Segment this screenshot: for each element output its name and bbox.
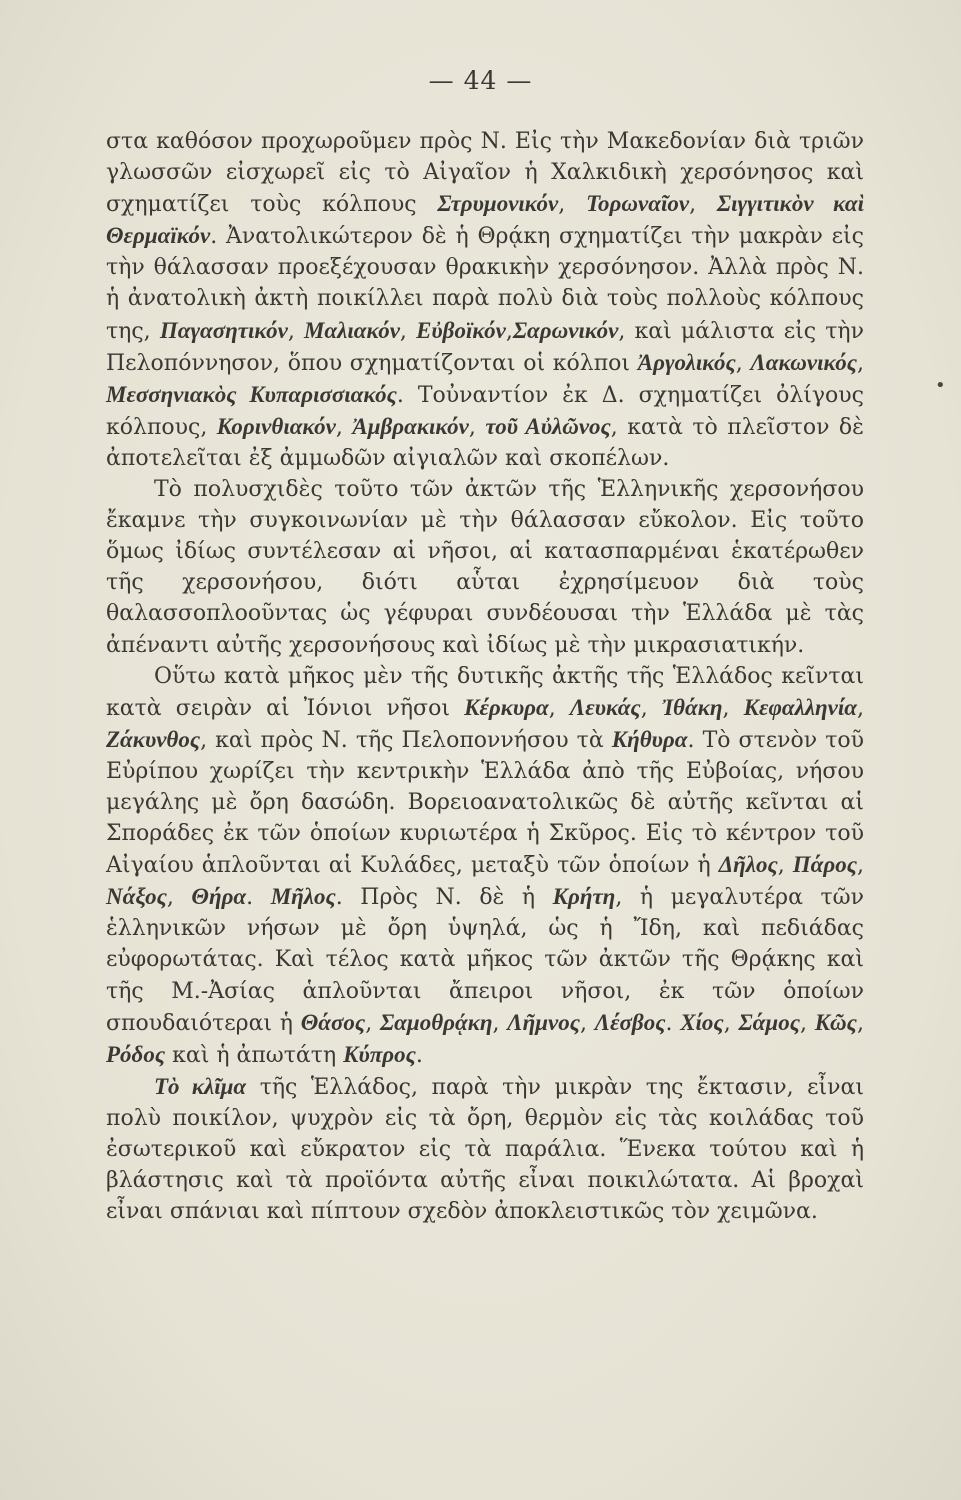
- text-run: Οὕτω κατὰ μῆκος μὲν τῆς δυτικῆς ἀκτῆς τῆς Ἑλλάδος κεῖνται κατὰ σειρὰν αἱ Ἰόνιοι νῆσοι: [106, 663, 864, 721]
- emphasized-term: Μῆλος: [270, 884, 336, 910]
- text-run: Τὸ πολυσχιδὲς τοῦτο τῶν ἀκτῶν τῆς Ἑλληνικῆς χερσονήσου ἔκαμνε τὴν συγκοινωνίαν μὲ τὴν θάλασσαν εὔκολον. Εἰς τοῦτο ὅμως ἰδίως συντέλεσαν αἱ νῆσοι, αἱ κατασπαρμέναι ἑκατέρωθεν τῆς χερσονήσου, διότι αὗται ἐχρησίμευον διὰ τοὺς θαλασσοπλοοῦντας ὡς γέφυραι συνδέουσαι τὴν Ἑλλάδα μὲ τὰς ἀπέναντι αὐτῆς χερσονήσους καὶ ἰδίως μὲ τὴν μικρασιατικήν.: [106, 477, 864, 658]
- text-run: . Πρὸς Ν. δὲ ἡ: [335, 885, 553, 911]
- emphasized-term: Μαλιακόν: [303, 317, 400, 343]
- page-number: — 44 —: [428, 66, 533, 95]
- emphasized-term: Ρόδος: [106, 1041, 166, 1067]
- text-run: ,: [735, 350, 751, 376]
- text-run: ,: [777, 853, 793, 879]
- emphasized-term: Πάρος: [792, 852, 857, 878]
- text-run: ,: [579, 1010, 595, 1036]
- body-text: [106, 126, 864, 1227]
- paragraph: [106, 1071, 864, 1227]
- paragraph: [106, 474, 864, 661]
- text-run: στα καθόσον προχωροῦμεν πρὸς Ν. Εἰς τὴν Μακεδονίαν διὰ τριῶν γλωσσῶν εἰσχωρεῖ εἰς τὸ Αἰγαῖον ἡ Χαλκιδικὴ χερσόνησος καὶ σχηματίζει τοὺς κόλπους: [106, 129, 864, 218]
- text-run: ,: [857, 350, 864, 376]
- paragraph: [106, 126, 864, 474]
- emphasized-term: Σιγγιτικὸν καὶ Θερμαϊκόν: [106, 191, 864, 249]
- text-run: ,: [857, 695, 864, 721]
- emphasized-term: Παγασητικόν: [159, 317, 288, 343]
- text-run: , κατὰ τὸ πλεῖστον δὲ ἀποτελεῖται ἐξ ἀμμωδῶν αἰγιαλῶν καὶ σκοπέλων.: [106, 414, 864, 471]
- emphasized-term: Τορωναῖον: [586, 191, 690, 217]
- text-run: ,: [399, 318, 417, 344]
- emphasized-term: Κύπρος: [343, 1041, 416, 1067]
- text-run: ,: [335, 414, 353, 440]
- emphasized-term: Εὐβοϊκόν: [416, 317, 506, 343]
- text-run: ,: [640, 695, 662, 721]
- emphasized-term: Ἀργολικός: [637, 349, 736, 375]
- text-run: , καὶ μάλιστα εἰς τὴν Πελοπόννησον, ὅπου σχηματίζονται οἱ κόλποι: [106, 318, 864, 376]
- emphasized-term: Νάξος: [106, 884, 167, 910]
- text-run: ,: [723, 1010, 739, 1036]
- emphasized-term: Λευκάς: [569, 694, 641, 720]
- emphasized-term: Θήρα: [191, 884, 247, 910]
- emphasized-term: Κήθυρα: [611, 726, 688, 752]
- text-run: ,: [558, 192, 587, 218]
- text-run: ,: [468, 414, 486, 440]
- text-run: ,: [856, 1010, 864, 1036]
- text-run: . Ἀνατολικώτερον δὲ ἡ Θρᾴκη σχηματίζει τὴν μακρὰν εἰς τὴν θάλασσαν προεξέχουσαν θρακικὴν χερσόνησον. Ἀλλὰ πρὸς Ν. ἡ ἀνατολικὴ ἀκτὴ ποικίλλει παρὰ πολὺ διὰ τοὺς πολλοὺς κόλπους της,: [106, 224, 864, 344]
- emphasized-term: Σάμος: [738, 1009, 800, 1035]
- text-run: .: [246, 885, 271, 911]
- emphasized-term: Χίος: [680, 1009, 724, 1035]
- emphasized-term: Ἀμβρακικόν: [352, 413, 469, 439]
- emphasized-term: Μεσσηνιακὸς Κυπαρισσιακός: [106, 381, 397, 407]
- emphasized-term: Στρυμονικόν: [437, 191, 559, 217]
- emphasized-term: Λακωνικός: [750, 349, 857, 375]
- text-run: ,: [857, 853, 864, 879]
- emphasized-term: Λῆμνος: [507, 1009, 580, 1035]
- text-run: ,: [492, 1010, 508, 1036]
- emphasized-term: Ἰθάκη: [661, 694, 723, 720]
- text-run: ,: [689, 192, 717, 218]
- emphasized-term: Τὸ κλῖμα: [154, 1073, 247, 1099]
- text-run: , ἡ μεγαλυτέρα τῶν ἑλληνικῶν νήσων μὲ ὄρη ὑψηλά, ὡς ἡ Ἴδη, καὶ πεδιάδας εὐφορωτάτας. Καὶ τέλος κατὰ μῆκος τῶν ἀκτῶν τῆς Θρᾴκης καὶ τῆς Μ.-Ἀσίας ἁπλοῦνται ἄπειροι νῆσοι, ἐκ τῶν ὁποίων σπουδαιότεραι ἡ: [106, 885, 864, 1036]
- text-run: . Τὸ στενὸν τοῦ Εὐρίπου χωρίζει τὴν κεντρικὴν Ἑλλάδα ἀπὸ τῆς Εὐβοίας, νήσου μεγάλης μὲ ὄρη δασώδη. Βορειοανατολικῶς δὲ αὐτῆς κεῖνται αἱ Σποράδες ἐκ τῶν ὁποίων κυριωτέρα ἡ Σκῦρος. Εἰς τὸ κέντρον τοῦ Αἰγαίου ἁπλοῦνται αἱ Κυλάδες, μεταξὺ τῶν ὁποίων ἡ: [106, 727, 864, 879]
- text-run: ,: [548, 695, 570, 721]
- emphasized-term: Σαρωνικόν: [512, 317, 619, 343]
- text-run: . Τοὐναντίον ἐκ Δ. σχηματίζει ὀλίγους κόλπους,: [106, 382, 864, 440]
- text-run: .: [665, 1010, 681, 1036]
- text-run: καὶ ἡ ἀπωτάτη: [165, 1042, 344, 1068]
- emphasized-term: Κῶς: [814, 1009, 857, 1035]
- emphasized-term: Σαμοθρᾴκη: [379, 1009, 493, 1035]
- text-run: ,: [166, 885, 192, 911]
- text-run: τῆς Ἑλλάδος, παρὰ τὴν μικρὰν της ἔκτασιν, εἶναι πολὺ ποικίλον, ψυχρὸν εἰς τὰ ὄρη, θερμὸν εἰς τὰς κοιλάδας τοῦ ἐσωτερικοῦ καὶ εὔκρατον εἰς τὰ παράλια. Ἕνεκα τούτου καὶ ἡ βλάστησις καὶ τὰ προϊόντα αὐτῆς εἶναι ποικιλώτατα. Αἱ βροχαὶ εἶναι σπάνιαι καὶ πίπτουν σχεδὸν ἀποκλειστικῶς τὸν χειμῶνα.: [106, 1074, 864, 1225]
- emphasized-term: Θάσος: [300, 1009, 366, 1035]
- text-run: ,: [722, 695, 744, 721]
- emphasized-term: Κέρκυρα: [464, 694, 549, 720]
- emphasized-term: Λέσβος: [594, 1009, 666, 1035]
- margin-mark: •: [935, 375, 946, 396]
- text-run: ,: [365, 1010, 380, 1036]
- text-run: ,: [799, 1010, 815, 1036]
- emphasized-term: τοῦ Αὐλῶνος: [485, 413, 611, 439]
- emphasized-term: Κορινθιακόν: [216, 413, 336, 439]
- text-run: .: [415, 1042, 423, 1068]
- text-run: ,: [505, 318, 513, 344]
- emphasized-term: Κρήτη: [552, 884, 616, 910]
- emphasized-term: Κεφαλληνία: [743, 694, 857, 720]
- emphasized-term: Δῆλος: [718, 852, 778, 878]
- emphasized-term: Ζάκυνθος: [106, 726, 201, 752]
- text-run: ,: [287, 318, 304, 344]
- paragraph: [106, 661, 864, 1071]
- text-run: , καὶ πρὸς Ν. τῆς Πελοποννήσου τὰ: [200, 727, 612, 753]
